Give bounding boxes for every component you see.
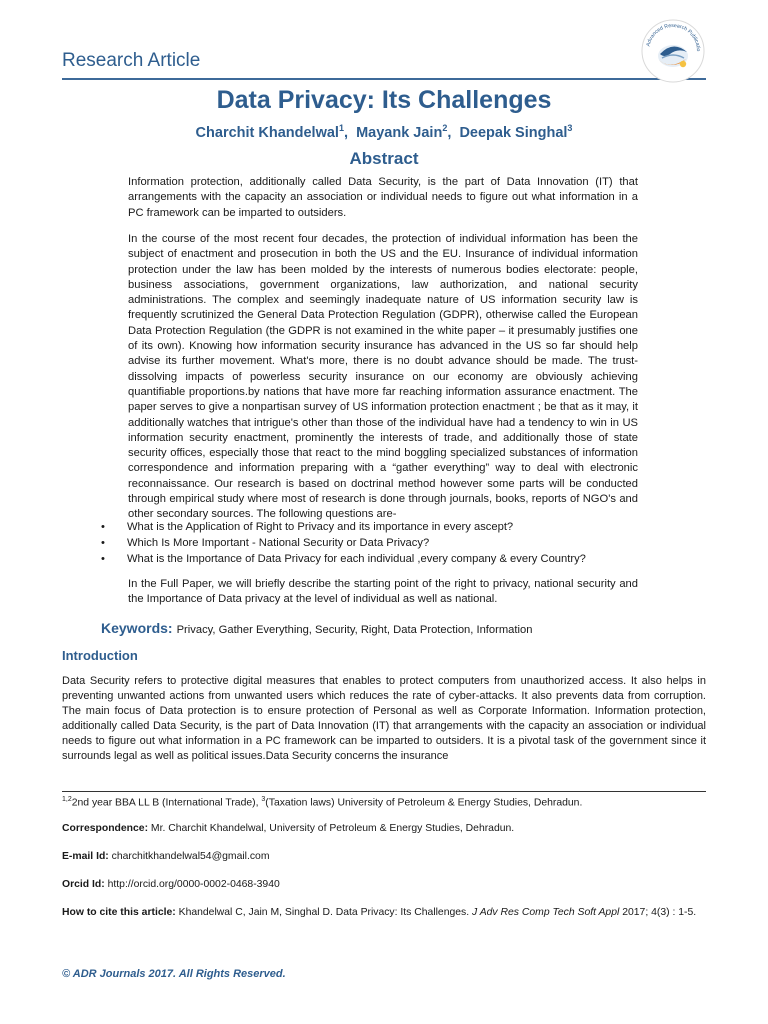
correspondence-label: Correspondence: (62, 823, 149, 834)
email-label: E-mail Id: (62, 851, 109, 862)
paper-title: Data Privacy: Its Challenges (216, 86, 552, 114)
keywords-label: Keywords: (101, 620, 173, 636)
affiliation-sup: 1,2 (62, 796, 72, 803)
introduction-heading: Introduction (62, 648, 138, 663)
orcid-footnote (62, 879, 280, 890)
author-affiliation-sup: 2 (442, 123, 448, 133)
author-list: Charchit Khandelwal$^1$, Mayank Jain$^2$, Deepak Singhal$^3$ (195, 123, 573, 141)
research-questions-list (101, 519, 661, 567)
abstract-paragraph: Information protection, additionally called Data Security, is the part of Data Innovation (IT) that arrangements with the capacity an association or individual needs to figure out what information in a PC framework can be imparted to outsiders. (128, 176, 638, 219)
orcid-label: Orcid Id: (62, 879, 105, 890)
author-name: Deepak Singhal (459, 124, 568, 141)
list-item (101, 551, 661, 567)
citation-tail: 2017; 4(3) : 1-5. (619, 907, 697, 918)
list-item-text: Which Is More Important - National Security or Data Privacy? (127, 537, 430, 549)
abstract-heading: Abstract (349, 149, 419, 168)
citation-journal: J Adv Res Comp Tech Soft Appl (472, 907, 620, 918)
list-item (101, 535, 661, 551)
author-name: Mayank Jain (356, 124, 443, 141)
author-affiliation-sup: 3 (567, 123, 573, 133)
footnote-divider (62, 791, 706, 792)
affiliation-footnote (62, 796, 582, 808)
abstract-paragraph: In the Full Paper, we will briefly describe the starting point of the right to privacy, national security and the Importance of Data privacy at the level of individual as well as national. (128, 578, 638, 606)
keywords-text: Privacy, Gather Everything, Security, Right, Data Protection, Information (176, 624, 533, 636)
list-item-text: What is the Importance of Data Privacy for each individual ,every company & every Country? (127, 553, 586, 565)
article-type-label: Research Article (62, 50, 201, 71)
email-footnote (62, 851, 269, 862)
citation-footnote (62, 907, 696, 918)
author-affiliation-sup: 1 (338, 123, 344, 133)
affiliation-text: (Taxation laws) University of Petroleum & Energy Studies, Dehradun. (265, 797, 583, 809)
citation-text: Khandelwal C, Jain M, Singhal D. Data Privacy: Its Challenges. (175, 907, 473, 918)
correspondence-footnote (62, 823, 514, 834)
abstract-paragraph: In the course of the most recent four decades, the protection of individual information has been the subject of enactment and prosecution in both the US and the EU. Insurance of individual information protection under the law has been molded by the interests of numerous bodies electorate: people, business associations, government organizations, law authorization, and national security administrations. The complex and seemingly inadequate nature of US information security law is frequently scrutinized the General Data Protection Regulation (GDPR), otherwise called the European Data Protection Regulation (the GDPR is not examined in the white paper – it presumably justifies one of its own). Knowing how information security insurance has advanced in the US so far should help advise its further movement. What's more, there is no doubt advance should be made. The trust-dissolving impacts of powerless security insurance on our economy are obviously achieving quantifiable proportions.by nations that have more far reaching information assurance enactment. The paper serves to give a nonpartisan survey of US information protection enactment ; be that as it may, it additionally watches that intrigue's other than those of the individual have had a tendency to win in US information security enactment, prominently the interests of trade, and additionally those of state security offices, especially those that react to the mind boggling specialized substances of information correspondence and information preparing with a “gather everything” way to deal with electronic reconnaissance. Our research is based on doctrinal method however some parts will be conducted through empirical study where most of research is done through journals, books, reports of NGO's and other secondary sources. The following questions are- (128, 233, 638, 521)
list-item (101, 519, 661, 535)
logo-text: Advanced Research Publicatio (645, 22, 702, 52)
citation-label: How to cite this article: (62, 907, 176, 918)
bullet-icon: • (101, 553, 105, 565)
affiliation-sup: 3 (261, 796, 266, 803)
publisher-logo-icon (640, 18, 706, 84)
affiliation-text: 2nd year BBA LL B (International Trade), (71, 797, 262, 809)
introduction-paragraph: Data Security refers to protective digital measures that enables to protect computers from unauthorized access. It also helps in preventing unwanted actions from unwanted users which reduces the rate of cyber-attacks. It also prevents data from corruption. The main focus of Data protection is to ensure protection of Personal as well as Corporate Information. Information protection, additionally called Data Security, is the part of Data Innovation (IT) that arrangements with the capacity an association or individual needs to figure out what information in a PC framework can be imparted to outsiders. It is a pivotal task of the government since it surrounds legal as well as political issues.Data Security concerns the insurance (62, 675, 706, 763)
orcid-link[interactable]: http://orcid.org/0000-0002-0468-3940 (104, 879, 280, 890)
list-item-text: What is the Application of Right to Privacy and its importance in every ascept? (127, 521, 514, 533)
email-link[interactable]: charchitkhandelwal54@gmail.com (108, 851, 270, 862)
author-name: Charchit Khandelwal (195, 124, 339, 141)
bullet-icon: • (101, 537, 105, 549)
bullet-icon: • (101, 521, 105, 533)
copyright-notice: © ADR Journals 2017. All Rights Reserved. (62, 968, 286, 980)
header-divider (62, 78, 706, 80)
correspondence-text: Mr. Charchit Khandelwal, University of Petroleum & Energy Studies, Dehradun. (148, 823, 515, 834)
keywords-line (101, 620, 532, 636)
